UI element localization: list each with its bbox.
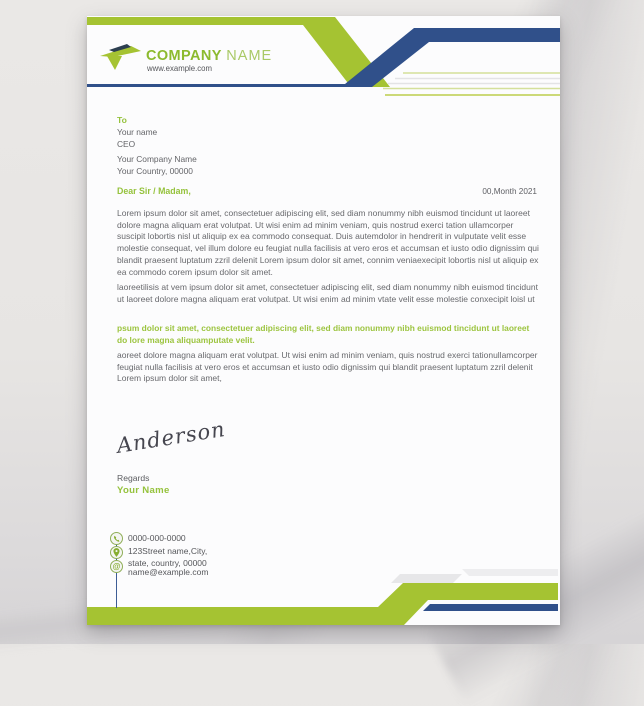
- recipient-country: Your Country, 00000: [117, 165, 193, 176]
- company-website: www.example.com: [147, 64, 212, 73]
- recipient-company: Your Company Name: [117, 154, 197, 164]
- footer-gray-stripe-left: [391, 574, 462, 583]
- contact-address-line2: state, country, 00000: [128, 558, 207, 568]
- footer-gray-stripe-right: [462, 569, 558, 576]
- company-name-light: NAME: [226, 48, 273, 64]
- regards-label: Regards: [117, 473, 150, 483]
- recipient-title: CEO: [117, 138, 136, 149]
- contact-email: name@example.com: [128, 567, 209, 577]
- recipient-name-block: [117, 127, 157, 150]
- recipient-label: To: [117, 115, 127, 125]
- contact-phone: 0000-000-0000: [128, 533, 186, 543]
- body-paragraph-3: aoreet dolore magna aliquam erat volutpat. Ut wisi enim ad minim veniam, quis nostrud exerci tationullamcorper feugiat nulla facilisis at vero eros et accumsan et iusto odio dignissim qui blandit praesent luptatum zzril delenit Lorem ipsum dolor sit amet,: [117, 350, 538, 384]
- body-paragraph-1: Lorem ipsum dolor sit amet, consectetuer adipiscing elit, sed diam nonummy nibh euismod tincidunt ut laoreet dolore magna aliquam erat volutpat. Ut wisi enim ad minim veniam, quis nostrud exerci tation ullamcorper suscipit lobortis nisl ut aliquip ex ea commodo consequat. Duis autemdolor in hendrerit in vulputate velit esse molestie consequat, vel illum dolore eu feugiat nulla facilisis at vero eros et accumsan et iusto odio dignissim qui blandit praesent luptatum zzril delenit Lorem ipsum dolor sit amet, connim veniaexecipit lobortis nisl ut aliquip ex ea commodo corem ipsum dolor sit amet.: [117, 208, 539, 277]
- email-icon: [110, 560, 123, 573]
- body-highlight-paragraph: psum dolor sit amet, consectetuer adipiscing elit, sed diam nonummy nibh euismod tincidunt ut laoreet do lore magna aliquamputate velit.: [117, 323, 530, 345]
- salutation: Dear Sir / Madam,: [117, 186, 191, 196]
- recipient-name: Your name: [117, 127, 158, 137]
- signer-name: Your Name: [117, 485, 170, 496]
- header-fan-lines: [383, 73, 560, 95]
- letterhead-sheet: [87, 16, 560, 625]
- handwritten-signature: Anderson: [115, 417, 228, 458]
- company-name-bold: COMPANY: [146, 48, 222, 64]
- letter-date: 00,Month 2021: [482, 187, 537, 196]
- email-icon-glyph: @: [112, 561, 121, 571]
- location-icon: [110, 546, 123, 559]
- recipient-company-block: [117, 154, 197, 177]
- company-name: [146, 47, 272, 65]
- contact-address-line1: 123Street name,City,: [128, 546, 208, 556]
- phone-icon: [110, 532, 123, 545]
- company-logo-bird-icon: [100, 43, 146, 71]
- footer-navy-stripe: [423, 604, 558, 611]
- body-paragraph-2: laoreetilisis at vem ipsum dolor sit amet, consectetuer adipiscing elit, sed diam nonummy nibh euismod tincidunt ut laoreet dolore magna aliquam erat volutpat. Ut wisi enim ad minim vtate velit esse molestie conxecipit loisl ut: [117, 282, 538, 304]
